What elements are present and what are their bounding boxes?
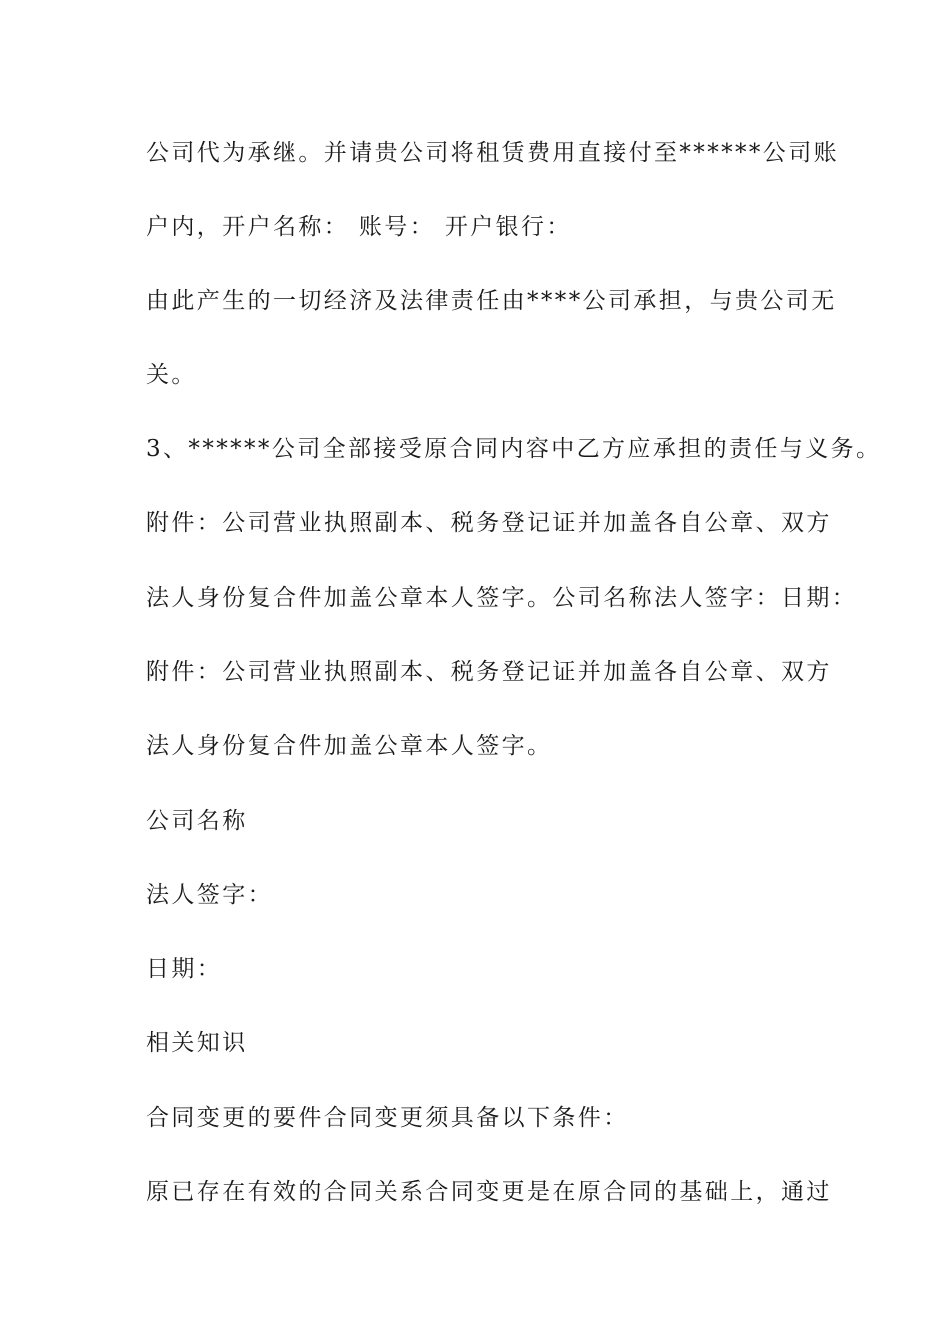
text-line: 附件：公司营业执照副本、税务登记证并加盖各自公章、双方 [146,659,832,685]
text-line: 公司代为承继。并请贵公司将租赁费用直接付至******公司账 [146,140,839,166]
text-line: 法人签字： [146,882,273,908]
text-line: 户内，开户名称： 账号： 开户银行： [146,214,572,240]
text-line: 合同变更的要件合同变更须具备以下条件： [146,1105,629,1131]
text-line: 3、******公司全部接受原合同内容中乙方应承担的责任与义务。 [146,436,882,462]
text-line: 附件：公司营业执照副本、税务登记证并加盖各自公章、双方 [146,510,832,536]
text-line: 公司名称 [146,808,248,834]
text-line: 原已存在有效的合同关系合同变更是在原合同的基础上，通过 [146,1179,832,1205]
text-line: 法人身份复合件加盖公章本人签字。 [146,733,553,759]
text-line: 由此产生的一切经济及法律责任由****公司承担，与贵公司无 [146,288,837,314]
section-heading: 相关知识 [146,1030,248,1056]
text-line: 法人身份复合件加盖公章本人签字。公司名称法人签字：日期： [146,585,858,611]
text-line: 日期： [146,956,223,982]
text-line: 关。 [146,362,197,388]
